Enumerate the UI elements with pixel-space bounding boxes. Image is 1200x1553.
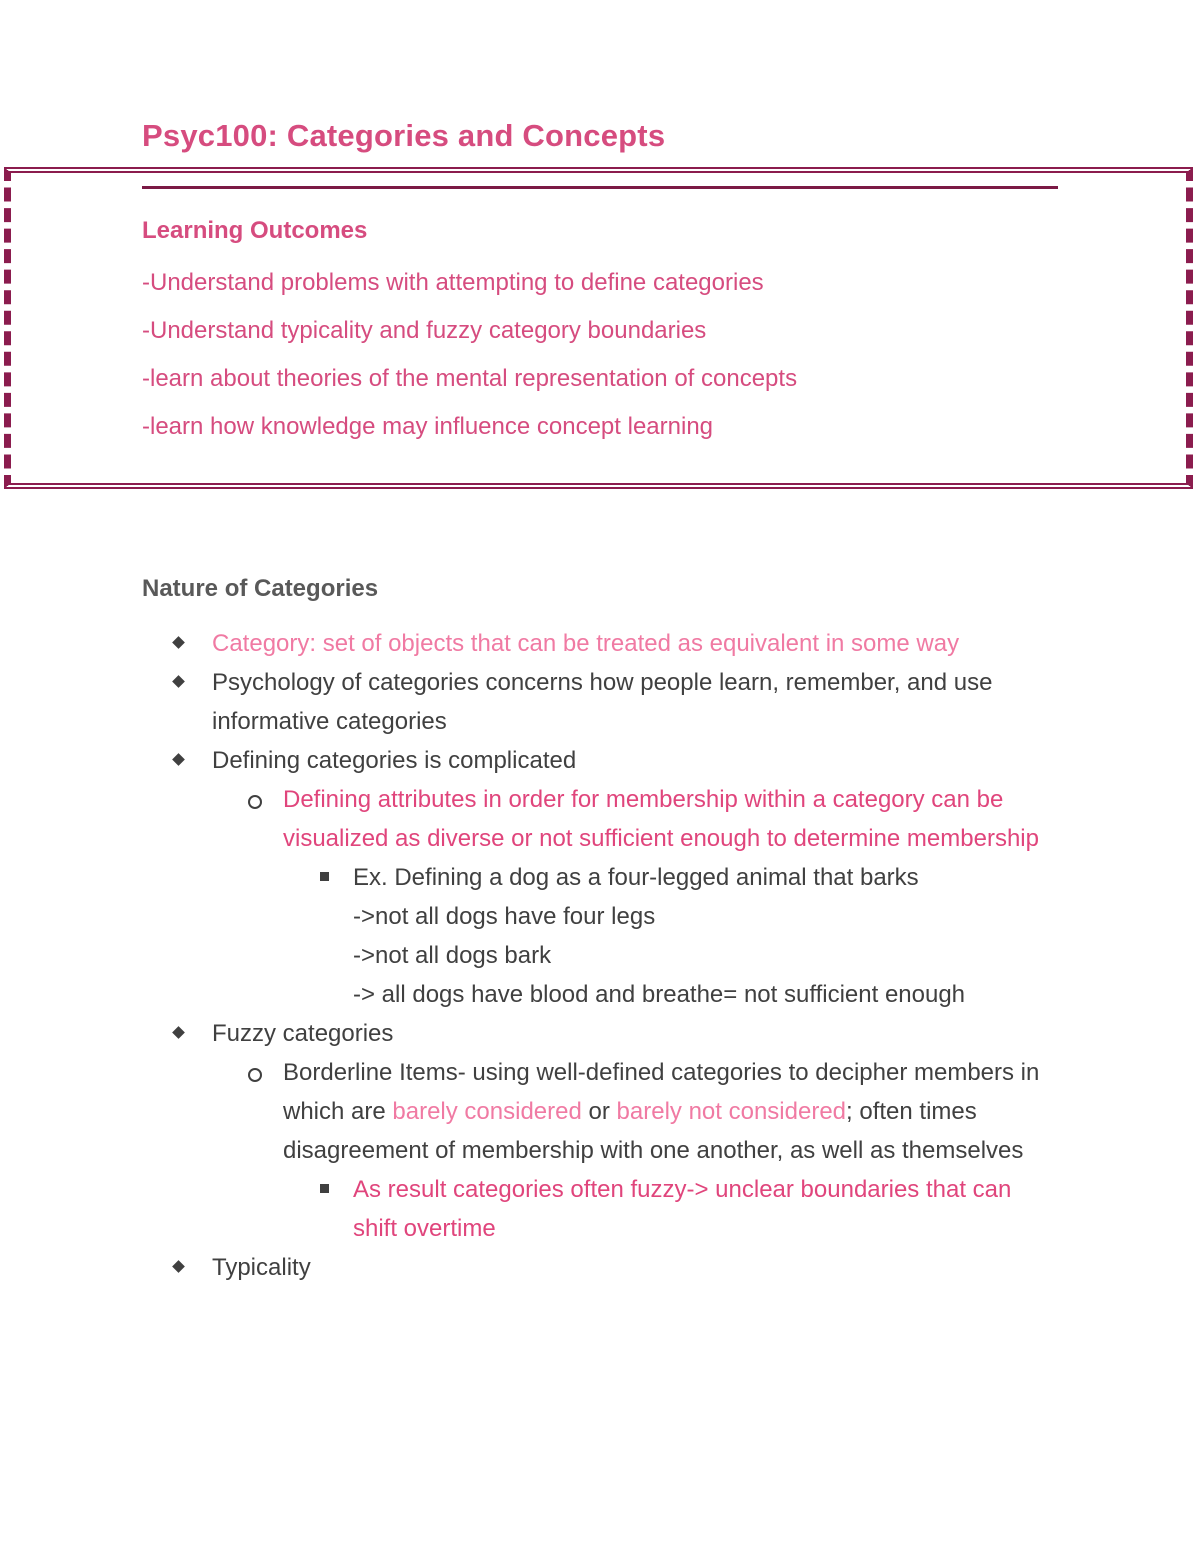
subbullet-defining-attributes [142,780,1062,858]
square-bullet-icon [320,1184,329,1193]
learning-outcome-item: -Understand typicality and fuzzy category boundaries [142,317,707,344]
borderline-or-text: or [581,1098,617,1125]
example-line: -> all dogs have blood and breathe= not sufficient enough [353,981,966,1008]
diamond-bullet-icon [172,753,185,766]
defining-text: Defining categories is complicated [212,747,577,774]
example-line: Ex. Defining a dog as a four-legged animal that barks [353,864,919,891]
learning-outcome-item: -learn how knowledge may influence concept learning [142,413,714,440]
diamond-bullet-icon [172,1026,185,1039]
bullet-fuzzy-categories [142,1014,1062,1053]
borderline-text: Borderline Items- using well-defined categories to decipher members in which are [283,1059,1040,1125]
category-definition-text: Category: set of objects that can be treated as equivalent in some way [212,630,960,657]
circle-bullet-icon [248,1068,262,1082]
learning-outcome-item: -learn about theories of the mental representation of concepts [142,365,798,392]
subsubbullet-as-result [142,1170,1062,1248]
diamond-bullet-icon [172,636,185,649]
learning-outcomes-list [142,265,797,457]
borderline-disagreement-text: ; often times disagreement of membership with one another, as well as themselves [283,1098,1024,1164]
diamond-bullet-icon [172,1260,185,1273]
subsubbullet-example [142,858,1062,1014]
typicality-text: Typicality [212,1254,311,1281]
fuzzy-categories-text: Fuzzy categories [212,1020,394,1047]
barely-not-considered-text: barely not considered [616,1098,847,1125]
example-line: ->not all dogs have four legs [353,903,656,930]
square-bullet-icon [320,872,329,881]
subbullet-borderline-items [142,1053,1062,1170]
bullet-typicality [142,1248,1062,1287]
bullet-defining [142,741,1062,780]
circle-bullet-icon [248,795,262,809]
notes-outline [142,624,1062,1287]
bullet-psychology [142,663,1062,741]
defining-attributes-text: Defining attributes in order for membership within a category can be visualized as diverse or not sufficient enough to determine membership [283,786,1039,852]
page-title: Psyc100: Categories and Concepts [142,118,666,153]
title-underline-rule [142,186,1058,189]
example-line: ->not all dogs bark [353,942,552,969]
diamond-bullet-icon [172,675,185,688]
learning-outcomes-heading: Learning Outcomes [142,217,368,244]
learning-outcome-item: -Understand problems with attempting to define categories [142,269,764,296]
as-result-text: As result categories often fuzzy-> unclear boundaries that can shift overtime [353,1176,1012,1242]
barely-considered-text: barely considered [392,1098,582,1125]
psychology-text: Psychology of categories concerns how people learn, remember, and use informative categories [212,669,993,735]
nature-of-categories-heading: Nature of Categories [142,575,379,602]
bullet-category-definition [142,624,1062,663]
